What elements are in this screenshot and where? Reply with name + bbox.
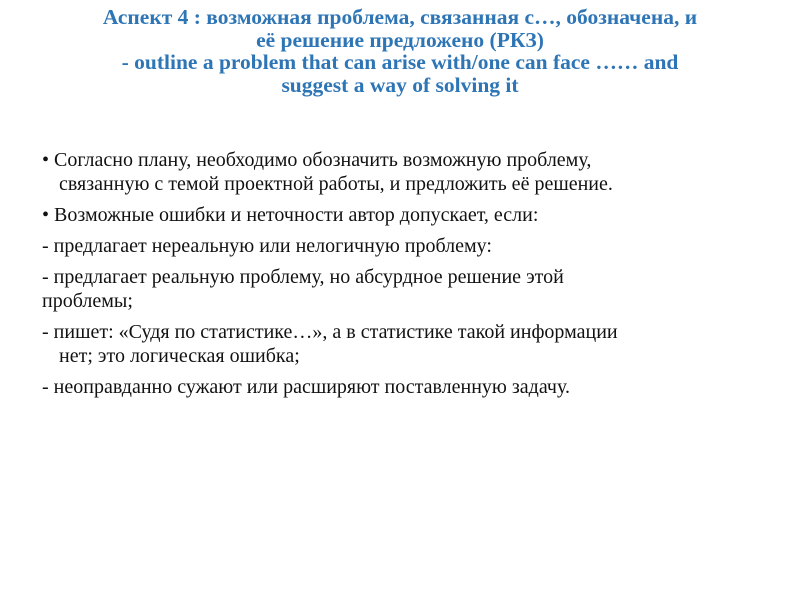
title-line: Аспект 4 : возможная проблема, связанная с…, обозначена, и (102, 5, 698, 29)
slide-body (42, 140, 762, 399)
paragraph-line: проблемы; (42, 290, 133, 312)
dash-item (42, 234, 762, 258)
paragraph-line: - пишет: «Судя по статистике…», а в статистике такой информации (42, 321, 618, 343)
paragraph-line: • Возможные ошибки и неточности автор допускает, если: (42, 204, 539, 226)
paragraph-line: связанную с темой проектной работы, и предложить её решение. (59, 173, 613, 195)
slide-title (10, 6, 790, 96)
paragraph-line: • Согласно плану, необходимо обозначить возможную проблему, (42, 149, 592, 171)
paragraph-line: - предлагает реальную проблему, но абсурдное решение этой (42, 266, 564, 288)
dash-item (42, 320, 762, 368)
bullet-item (42, 203, 762, 227)
title-line: suggest a way of solving it (281, 72, 519, 97)
title-line: её решение предложено (РКЗ) (256, 27, 544, 52)
title-line: - outline a problem that can arise with/one can face …… and (121, 50, 679, 74)
bullet-item (42, 148, 762, 196)
paragraph-line: - неоправданно сужают или расширяют поставленную задачу. (42, 376, 570, 398)
paragraph-line: нет; это логическая ошибка; (59, 345, 300, 367)
paragraph-line: - предлагает нереальную или нелогичную проблему: (42, 235, 492, 257)
dash-item (42, 375, 762, 399)
dash-item (42, 265, 762, 313)
